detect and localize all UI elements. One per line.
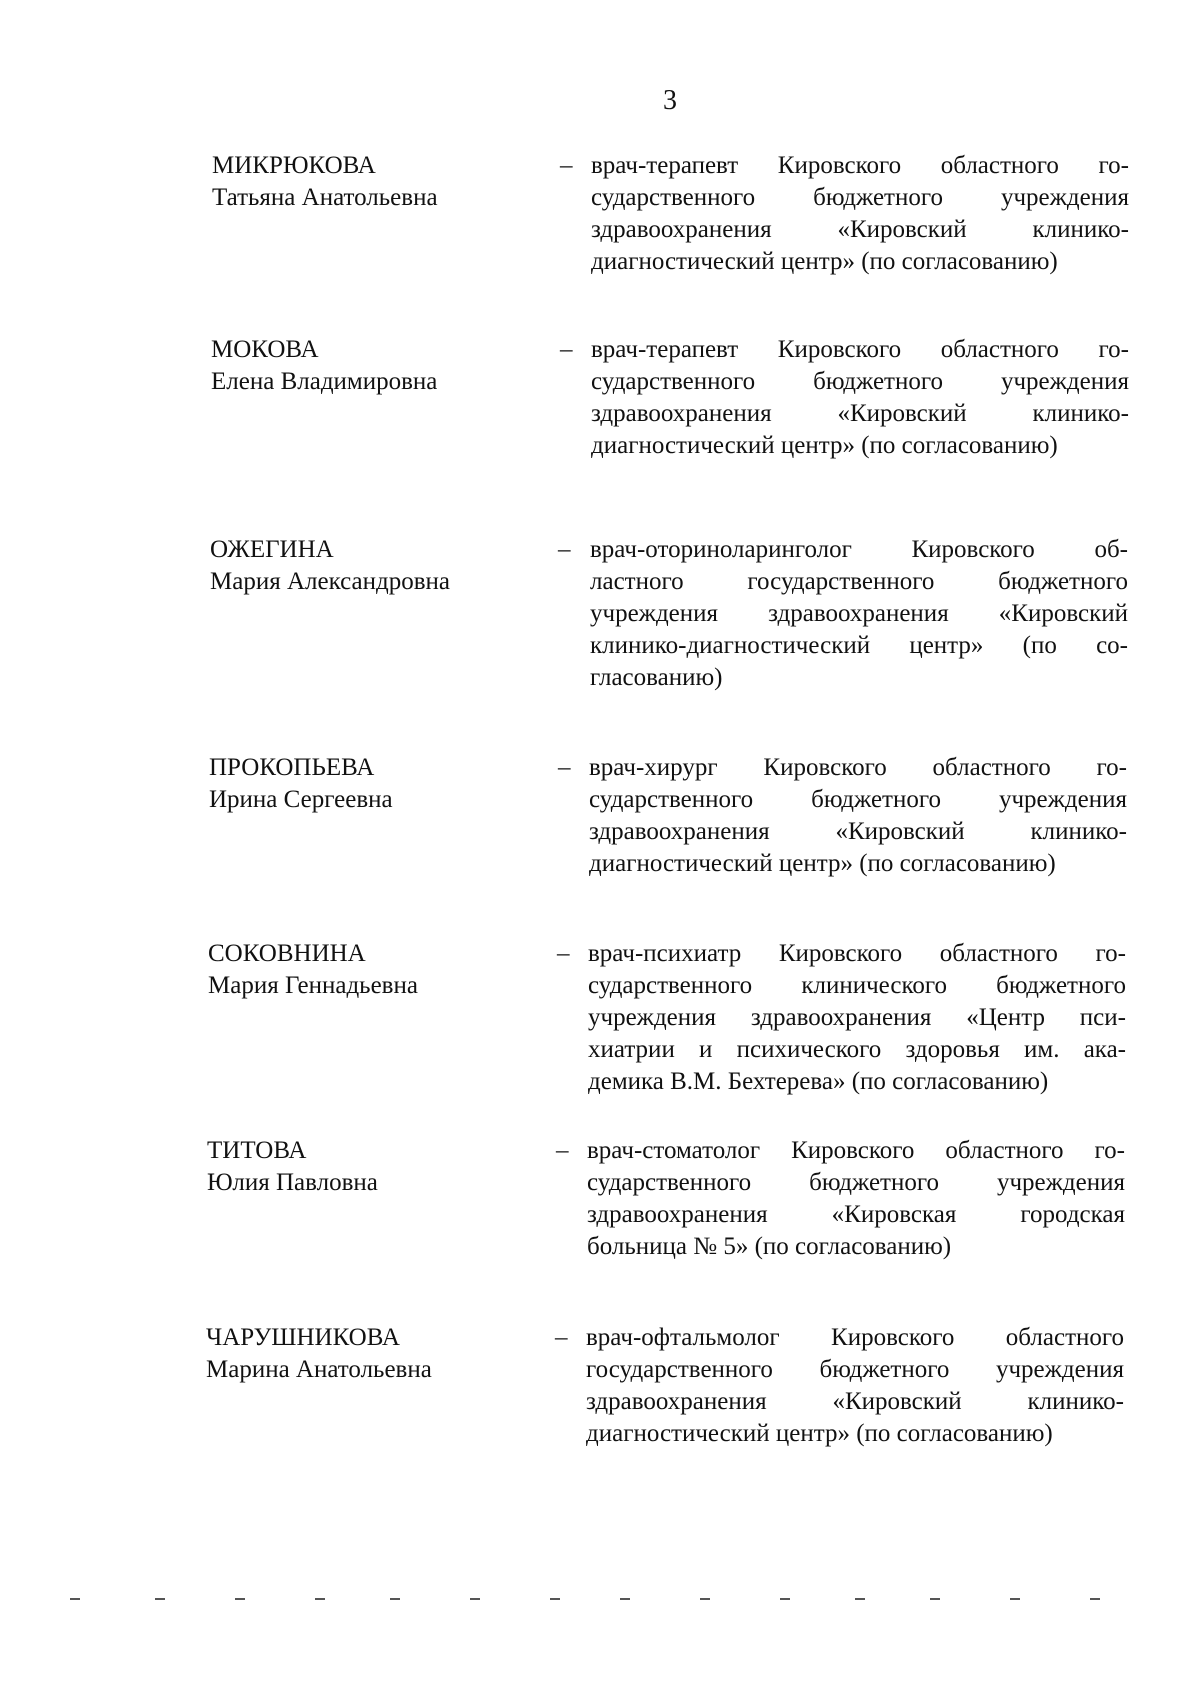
footer-dash — [700, 1598, 710, 1600]
position-line: ластного государственного бюджетного — [590, 568, 1128, 595]
position-line: врач-терапевт Кировского областного го- — [591, 336, 1129, 363]
entry-dash: – — [560, 152, 573, 179]
position-line: сударственного бюджетного учреждения — [591, 184, 1129, 211]
position-line: врач-стоматолог Кировского областного го- — [587, 1137, 1125, 1164]
entry-dash: – — [558, 754, 571, 781]
member-name — [212, 150, 438, 214]
member-given-names: Мария Геннадьевна — [208, 972, 418, 999]
footer-dash — [1010, 1598, 1020, 1600]
member-surname: МОКОВА — [211, 336, 319, 363]
member-name — [210, 534, 450, 598]
position-line: учреждения здравоохранения «Кировский — [590, 600, 1128, 627]
position-line: врач-хирург Кировского областного го- — [589, 754, 1127, 781]
footer-dash — [620, 1598, 630, 1600]
footer-dash — [70, 1598, 80, 1600]
member-position — [590, 534, 1128, 694]
member-surname: ТИТОВА — [207, 1137, 307, 1164]
member-position — [586, 1322, 1124, 1450]
footer-dash — [315, 1598, 325, 1600]
member-surname: ЧАРУШНИКОВА — [206, 1324, 400, 1351]
position-line: учреждения здравоохранения «Центр пси- — [588, 1004, 1126, 1031]
member-given-names: Елена Владимировна — [211, 368, 438, 395]
footer-dash — [1090, 1598, 1100, 1600]
member-position — [588, 938, 1126, 1098]
position-line: врач-оториноларинголог Кировского об- — [590, 536, 1128, 563]
position-line: диагностический центр» (по согласованию) — [589, 850, 1056, 877]
position-line: диагностический центр» (по согласованию) — [591, 248, 1058, 275]
footer-dash — [470, 1598, 480, 1600]
footer-dash — [780, 1598, 790, 1600]
position-line: здравоохранения «Кировский клинико- — [591, 400, 1129, 427]
entry-dash: – — [555, 1324, 568, 1351]
member-surname: МИКРЮКОВА — [212, 152, 376, 179]
position-line: гласованию) — [590, 664, 723, 691]
page-number: 3 — [663, 85, 677, 116]
position-line: здравоохранения «Кировский клинико- — [586, 1388, 1124, 1415]
member-position — [587, 1135, 1125, 1263]
member-name — [206, 1322, 432, 1386]
position-line: демика В.М. Бехтерева» (по согласованию) — [588, 1068, 1049, 1095]
member-position — [591, 150, 1129, 278]
position-line: диагностический центр» (по согласованию) — [586, 1420, 1053, 1447]
position-line: сударственного бюджетного учреждения — [591, 368, 1129, 395]
position-line: здравоохранения «Кировский клинико- — [591, 216, 1129, 243]
position-line: диагностический центр» (по согласованию) — [591, 432, 1058, 459]
footer-dash — [930, 1598, 940, 1600]
position-line: государственного бюджетного учреждения — [586, 1356, 1124, 1383]
footer-dash — [550, 1598, 560, 1600]
member-given-names: Татьяна Анатольевна — [212, 184, 438, 211]
entry-dash: – — [558, 536, 571, 563]
footer-dash — [855, 1598, 865, 1600]
member-position — [591, 334, 1129, 462]
entry-dash: – — [556, 1137, 569, 1164]
member-given-names: Марина Анатольевна — [206, 1356, 432, 1383]
position-line: больница № 5» (по согласованию) — [587, 1233, 952, 1260]
position-line: здравоохранения «Кировский клинико- — [589, 818, 1127, 845]
member-position — [589, 752, 1127, 880]
entry-dash: – — [557, 940, 570, 967]
position-line: сударственного бюджетного учреждения — [589, 786, 1127, 813]
position-line: сударственного бюджетного учреждения — [587, 1169, 1125, 1196]
member-surname: ОЖЕГИНА — [210, 536, 334, 563]
member-given-names: Ирина Сергеевна — [209, 786, 393, 813]
position-line: здравоохранения «Кировская городская — [587, 1201, 1125, 1228]
member-name — [208, 938, 418, 1002]
position-line: клинико-диагностический центр» (по со- — [590, 632, 1128, 659]
footer-dash — [390, 1598, 400, 1600]
footer-dash — [235, 1598, 245, 1600]
member-surname: ПРОКОПЬЕВА — [209, 754, 375, 781]
position-line: врач-терапевт Кировского областного го- — [591, 152, 1129, 179]
footer-dash — [155, 1598, 165, 1600]
position-line: сударственного клинического бюджетного — [588, 972, 1126, 999]
position-line: хиатрии и психического здоровья им. ака- — [588, 1036, 1126, 1063]
entry-dash: – — [560, 336, 573, 363]
member-surname: СОКОВНИНА — [208, 940, 366, 967]
member-given-names: Мария Александровна — [210, 568, 450, 595]
position-line: врач-офтальмолог Кировского областного — [586, 1324, 1124, 1351]
footer-dash-line — [60, 1598, 1140, 1604]
member-name — [207, 1135, 378, 1199]
member-name — [209, 752, 393, 816]
member-name — [211, 334, 437, 398]
member-given-names: Юлия Павловна — [207, 1169, 378, 1196]
position-line: врач-психиатр Кировского областного го- — [588, 940, 1126, 967]
